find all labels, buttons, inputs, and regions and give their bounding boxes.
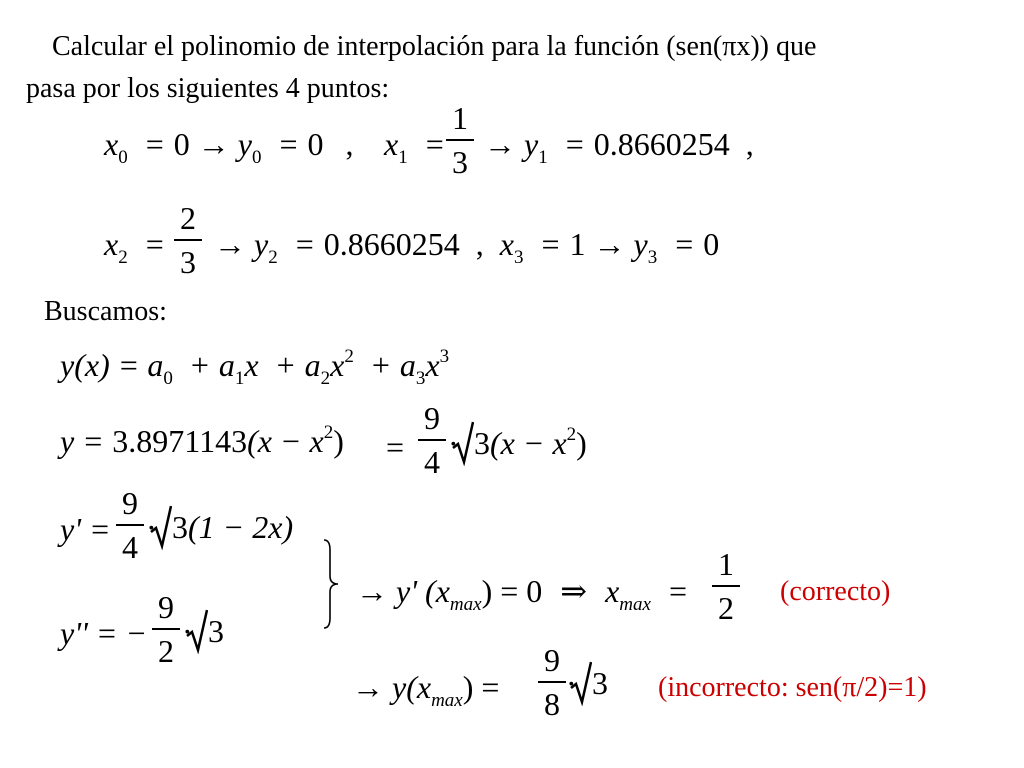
implies-icon: ⇒ bbox=[560, 573, 588, 609]
deriv1-dot: · bbox=[146, 509, 157, 545]
intro-line-2: pasa por los siguientes 4 puntos: bbox=[26, 73, 390, 104]
sqrt-icon bbox=[186, 608, 208, 654]
fraction-deriv2: 9 2 bbox=[152, 589, 180, 669]
arrow-icon: → bbox=[352, 669, 384, 705]
deriv1-lhs: y' = bbox=[60, 511, 111, 547]
solution-eq: = bbox=[386, 429, 405, 465]
point-y2-x3-y3: → $y_2 = 0.8660254$ , $x_3 = 1 \to y_3 = 0$ bbox=[214, 226, 720, 268]
arrow-icon: → bbox=[356, 573, 388, 609]
deriv1-rhs: 3(1 − 2x) bbox=[172, 509, 294, 545]
buscamos-label: Buscamos: bbox=[44, 296, 167, 327]
fraction-result1: 1 2 bbox=[712, 546, 740, 626]
fraction-x1: 1 3 bbox=[446, 100, 474, 180]
sqrt-icon bbox=[150, 504, 172, 550]
deriv2-dot: · bbox=[182, 613, 193, 649]
arrow-icon: → bbox=[593, 226, 626, 262]
deriv2-root: 3 bbox=[208, 613, 224, 649]
note-incorrecto: (incorrecto: sen(π/2)=1) bbox=[658, 672, 927, 703]
sqrt-icon bbox=[452, 420, 474, 466]
note-correcto: (correcto) bbox=[780, 576, 891, 607]
point-y1: → $y_1 = 0.8660254$ , bbox=[484, 126, 754, 168]
solution-numeric: $y = 3.8971143(x - x^2)$ bbox=[60, 422, 344, 459]
sqrt-icon bbox=[570, 660, 592, 706]
result2-dot: · bbox=[566, 665, 577, 701]
fraction-result2: 9 8 bbox=[538, 642, 566, 722]
point-x1-lhs: $x_1$ = bbox=[384, 126, 444, 168]
polynomial-equation: $y(x) = a_0 + a_1x + a_2x^2 + a_3x^3$ bbox=[60, 346, 450, 389]
result2-expression: → $y(x_{max})$ = bbox=[352, 669, 500, 711]
solution-dot: · bbox=[448, 425, 459, 461]
intro-line-1: Calcular el polinomio de interpolación para la función (sen(πx)) que bbox=[52, 31, 817, 62]
brace-icon bbox=[320, 538, 344, 630]
fraction-x2: 2 3 bbox=[174, 200, 202, 280]
solution-symbolic: $3(x - x^2)$ bbox=[474, 424, 587, 461]
arrow-icon: → bbox=[484, 126, 516, 162]
result2-root: 3 bbox=[592, 665, 608, 701]
arrow-icon: → bbox=[214, 226, 246, 262]
point-x0: $x_0 = 0 \to y_0 = 0$ , bbox=[104, 126, 354, 168]
result1-expression: → y' $(x_{max}) = 0$ ⇒ $x_{max}$ = bbox=[356, 573, 687, 615]
fraction-deriv1: 9 4 bbox=[116, 485, 144, 565]
arrow-icon: → bbox=[197, 126, 230, 162]
deriv2-lhs: y'' = − bbox=[60, 615, 148, 651]
fraction-solution: 9 4 bbox=[418, 400, 446, 480]
point-x2-lhs: $x_2$ = bbox=[104, 226, 164, 268]
